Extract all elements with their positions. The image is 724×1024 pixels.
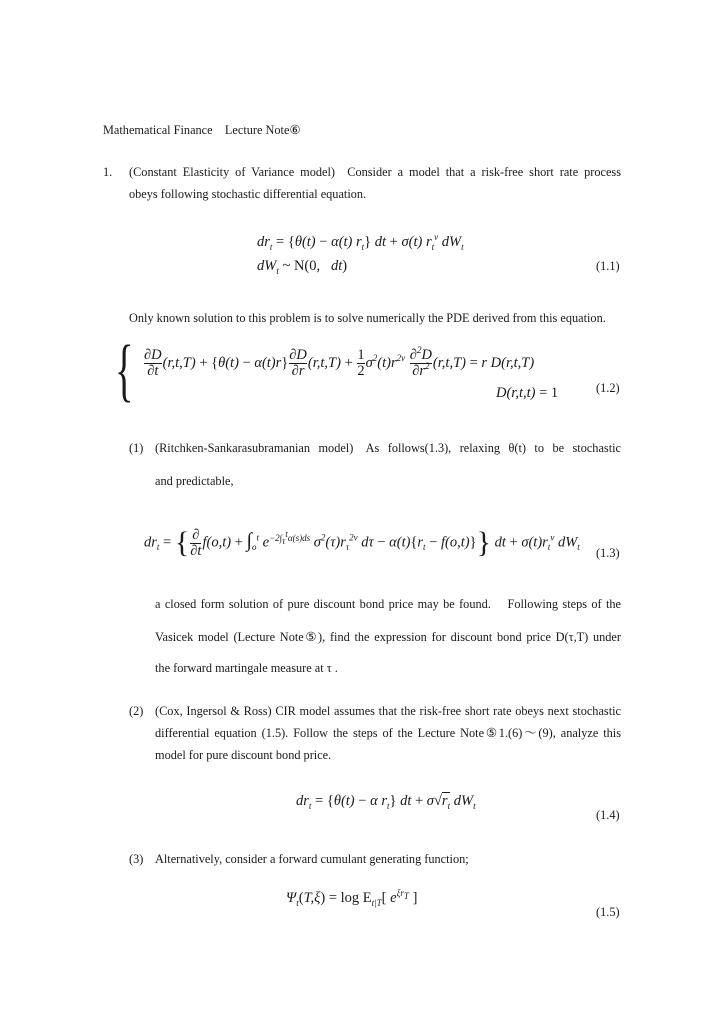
part-1-after-line3: the forward martingale measure at τ . <box>155 661 338 675</box>
part-3-label: (3) <box>129 852 144 866</box>
part-1-after-line1: a closed form solution of pure discount bond price may be found. Following steps of the <box>155 597 621 611</box>
part-1-label: (1) <box>129 441 144 455</box>
part-2-label: (2) <box>129 704 144 718</box>
problem-intro-line2: obeys following stochastic differential equation. <box>129 187 367 201</box>
problem-number: 1. <box>103 165 113 179</box>
equation-1-5: $\Psi_t(T,\xi) = \log E_{t|T}$[ $e^{\xi r_T}$ ] <box>286 888 418 908</box>
problem-intro-line1: (Constant Elasticity of Variance model) Consider a model that a risk-free short rate process <box>129 165 621 179</box>
part-1-line2: and predictable, <box>155 474 234 488</box>
only-known-solution-text: Only known solution to this problem is to solve numerically the PDE derived from this equation. <box>129 311 606 325</box>
equation-1-2-brace: { <box>115 332 134 409</box>
equation-1-2-line2: D(r,t,t) = 1 <box>496 385 559 401</box>
equation-1-4: $dr_t = \{\theta(t) - \alpha$ $r_t$} dt + $\sigma√r_t$ $dW_t$ <box>296 793 476 811</box>
equation-1-3: $dr_t$ = { $\frac{\partial}{\partial t}$ $f(o,t) + \int_o^t$ $e^{-2\int_\tau^t\alpha(s)ds}$ $\sigma^2(\tau)r_\tau^{2\nu}$ $d\tau - \alpha(t)\{r_t - f(o,t)\}$} dt + $\sigma(t)r_t^\nu$ $dW_t$ <box>144 526 580 559</box>
part-2-line3: model for pure discount bond price. <box>155 748 332 762</box>
equation-1-2-line1: $\frac{\partial D}{\partial t}$ (r,t,T) + {θ(t) − α(t)r} $\frac{\partial D}{\partial r}$ (r,t,T) + $\frac{1}{2}$ $\sigma^2(t)r^{2\nu}$ $\frac{\partial^2D}{\partial r^2}$ (r,t,T) = r D(r,t,T) <box>144 345 535 379</box>
equation-1-1-number: (1.1) <box>596 259 620 274</box>
equation-1-1-line1: $dr_t = \{\theta(t) - \alpha(t)$ $r_t$} dt + σ(t) $r_t^\nu$ $dW_t$ <box>257 232 464 252</box>
page-title: Mathematical Finance Lecture Note⑥ <box>103 123 301 137</box>
equation-1-2-number: (1.2) <box>596 381 620 396</box>
part-1-after-line2: Vasicek model (Lecture Note⑤), find the expression for discount bond price D(τ,T) under <box>155 630 621 644</box>
part-1-line1: (Ritchken-Sankarasubramanian model) As follows(1.3), relaxing θ(t) to be stochastic <box>155 441 621 455</box>
equation-1-1-line2: $dW_t$ ~ N(0, dt) <box>257 258 348 276</box>
equation-1-3-number: (1.3) <box>596 546 620 561</box>
part-2-line1: (Cox, Ingersol & Ross) CIR model assumes that the risk-free short rate obeys next stochastic <box>155 704 621 718</box>
equation-1-4-number: (1.4) <box>596 808 620 823</box>
part-3-line1: Alternatively, consider a forward cumulant generating function; <box>155 852 469 866</box>
part-2-line2: differential equation (1.5). Follow the steps of the Lecture Note⑤1.(6)～(9), analyze this <box>155 726 621 740</box>
equation-1-5-number: (1.5) <box>596 905 620 920</box>
